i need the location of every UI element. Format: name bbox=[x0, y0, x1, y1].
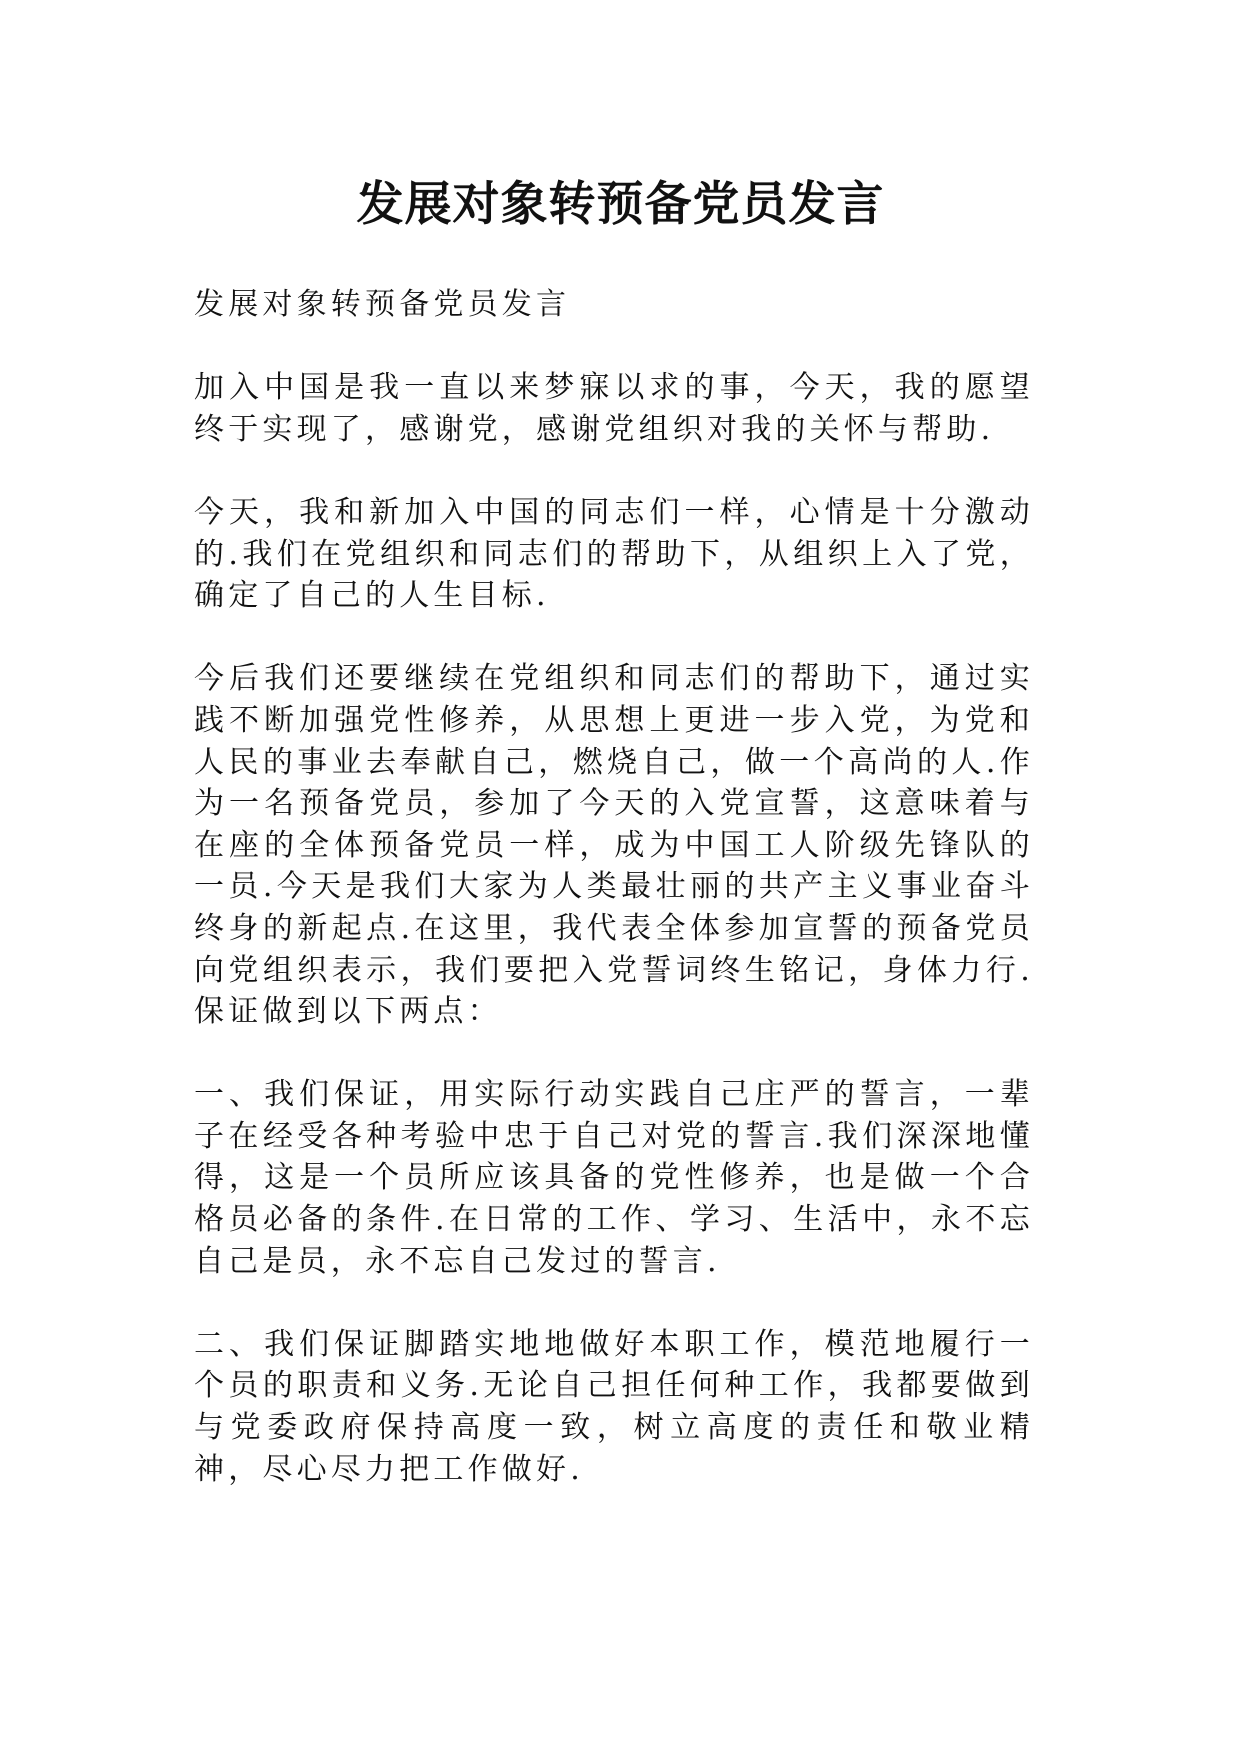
paragraph-1: 加入中国是我一直以来梦寐以求的事，今天，我的愿望终于实现了，感谢党，感谢党组织对我的关怀与帮助. bbox=[194, 370, 1034, 447]
paragraph-5: 二、我们保证脚踏实地地做好本职工作，模范地履行一个员的职责和义务.无论自己担任何种工作，我都要做到与党委政府保持高度一致，树立高度的责任和敬业精神，尽心尽力把工作做好. bbox=[194, 1326, 1034, 1487]
paragraph-3: 今后我们还要继续在党组织和同志们的帮助下，通过实践不断加强党性修养，从思想上更进一步入党，为党和人民的事业去奉献自己，燃烧自己，做一个高尚的人.作为一名预备党员，参加了今天的入党宣誓，这意味着与在座的全体预备党员一样，成为中国工人阶级先锋队的一员.今天是我们大家为人类最壮丽的共产主义事业奋斗终身的新起点.在这里，我代表全体参加宣誓的预备党员向党组织表示，我们要把入党誓词终生铭记，身体力行.保证做到以下两点： bbox=[194, 661, 1034, 1030]
paragraph-subtitle: 发展对象转预备党员发言 bbox=[194, 287, 571, 322]
paragraph-2: 今天，我和新加入中国的同志们一样，心情是十分激动的.我们在党组织和同志们的帮助下，从组织上入了党，确定了自己的人生目标. bbox=[194, 494, 1034, 614]
paragraph-4: 一、我们保证，用实际行动实践自己庄严的誓言，一辈子在经受各种考验中忠于自己对党的誓言.我们深深地懂得，这是一个员所应该具备的党性修养，也是做一个合格员必备的条件.在日常的工作、学习、生活中，永不忘自己是员，永不忘自己发过的誓言. bbox=[194, 1077, 1034, 1279]
document-title: 发展对象转预备党员发言 bbox=[356, 177, 885, 232]
document-body bbox=[194, 284, 1034, 1532]
